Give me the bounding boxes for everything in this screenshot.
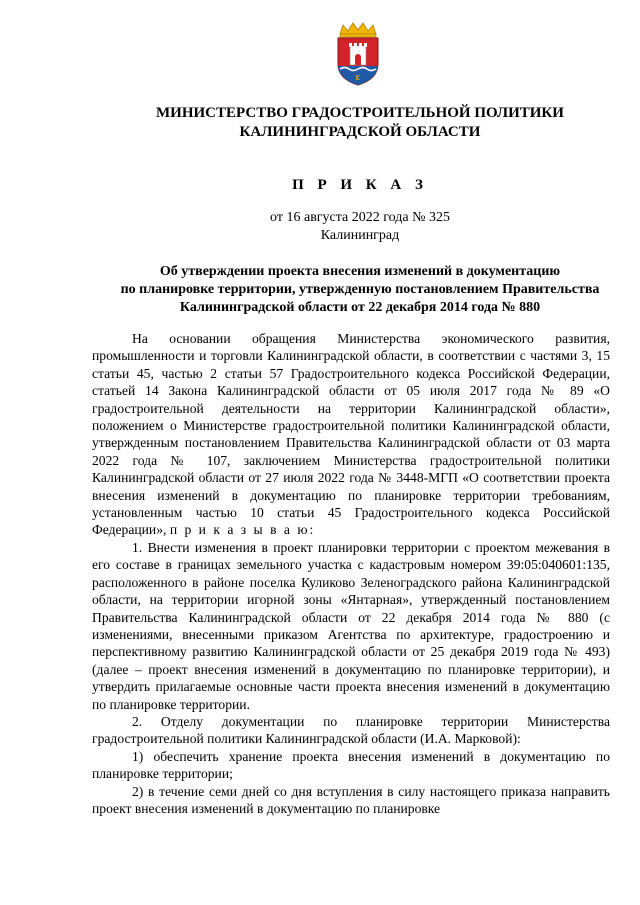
ministry-name [60,104,640,142]
preamble-text: На основании обращения Министерства экономического развития, промышленности и торговли Калининградской области, в соответствии с частями 3, 15 статьи 45, частью 2 статьи 57 Градостроительного кодекса Российской Федерации, статьей 14 Закона Калининградской области от 05 июля 2017 года № 89 «О градостроительной деятельности на территории Калининградской области», положением о Министерстве градостроительной политики Калининградской области, утвержденным постановлением Правительства Калининградской области от 03 марта 2022 года № 107, заключением Министерства градостроительной политики Калининградской области от 27 июля 2022 года № 3448-МГП «О соответствии проекта внесения изменений в документацию по планировке территории требованиям, установленным частью 10 статьи 45 Градостроительного кодекса Российской Федерации», [92,331,610,538]
preamble-paragraph [92,330,610,539]
subject-line-3: Калининградской области от 22 декабря 2014 года № 880 [179,300,541,315]
item-2: 2. Отделу документации по планировке территории Министерства градостроительной политики Калининградской области (И.А. Марковой): [92,713,610,747]
order-body [92,330,610,817]
order-subject [60,263,640,317]
item-2-2: 2) в течение семи дней со дня вступления в силу настоящего приказа направить проект внесения изменений в документацию по планировке [92,783,610,816]
subject-line-2: по планировке территории, утвержденную постановлением Правительства [120,282,600,297]
subject-line-1: Об утверждении проекта внесения изменений в документацию [159,264,561,279]
order-city: Калининград [320,228,400,243]
prikazyvayu-word: п р и к а з ы в а ю: [169,522,316,538]
ministry-line-1: МИНИСТЕРСТВО ГРАДОСТРОИТЕЛЬНОЙ ПОЛИТИКИ [156,105,564,121]
item-1: 1. Внести изменения в проект планировки территории с проектом межевания в его составе в границах земельного участка с кадастровым номером 39:05:040601:135, расположенного в районе поселка Куликово Зеленоградского района Калининградской области, на территории игорной зоны «Янтарная», утвержденный постановлением Правительства Калининградской области от 22 декабря 2014 года № 880 (с изменениями, внесенными приказом Агентства по архитектуре, градостроению и перспективному развитию Калининградской области от 25 декабря 2019 года № 493) (далее – проект внесения изменений в документацию по планировке территории), и утвердить прилагаемые основные части проекта внесения изменений в документацию по планировке территории. [92,539,610,712]
item-2-1: 1) обеспечить хранение проекта внесения изменений в документацию по планировке территории; [92,748,610,782]
order-date-number: от 16 августа 2022 года № 325 [270,210,450,225]
svg-text:Е: Е [355,74,361,82]
order-title: П Р И К А З [292,177,428,193]
coat-of-arms-icon [331,22,385,86]
ministry-line-2: КАЛИНИНГРАДСКОЙ ОБЛАСТИ [239,124,481,140]
